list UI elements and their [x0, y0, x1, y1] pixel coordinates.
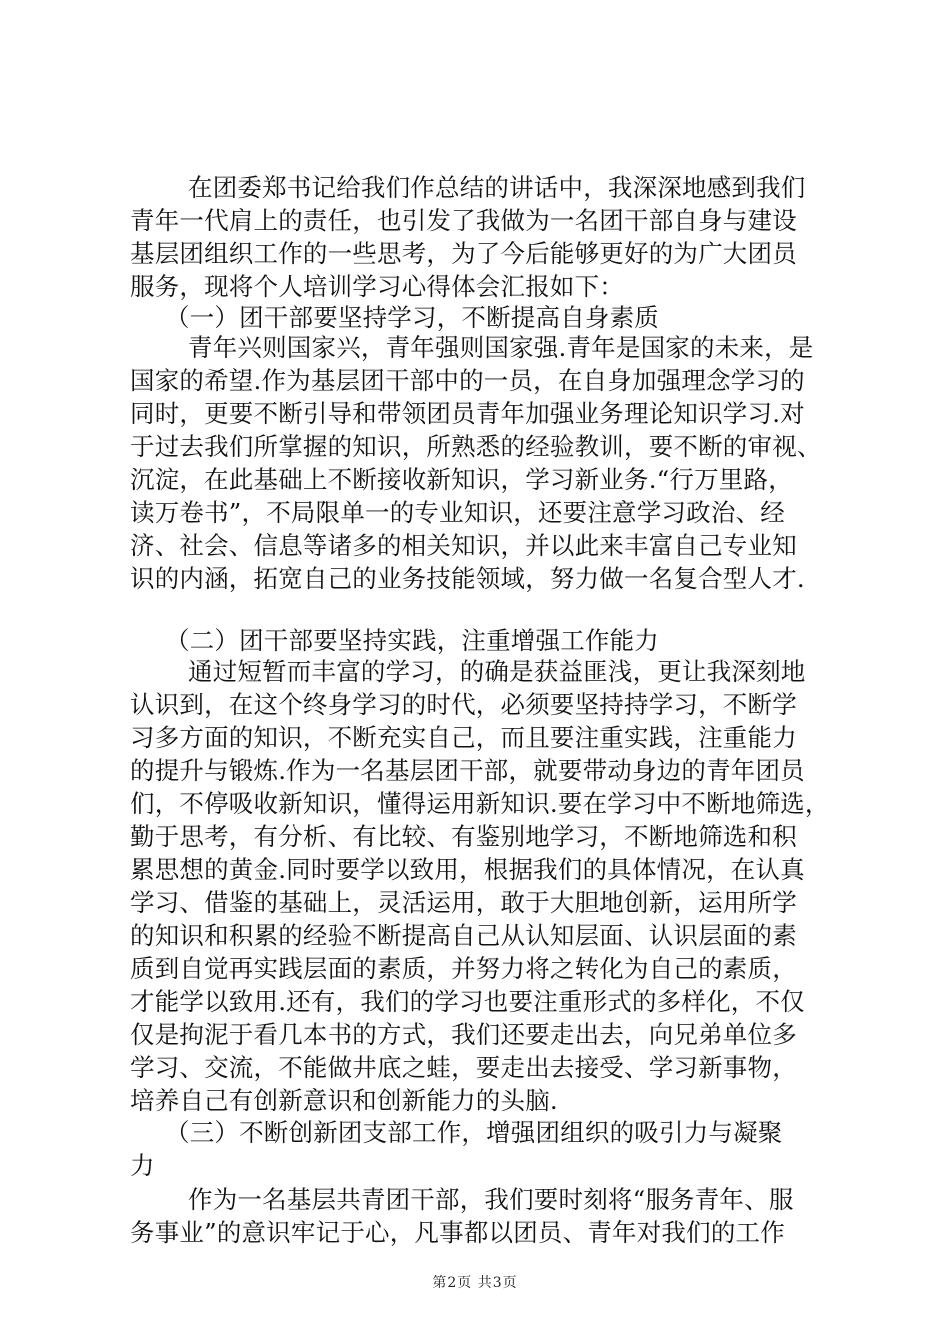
section-heading: （三）不断创新团支部工作，增强团组织的吸引力与凝聚 [165, 1118, 783, 1147]
text-line: 培养自己有创新意识和创新能力的头脑. [130, 1086, 558, 1115]
text-line: 通过短暂而丰富的学习，的确是获益匪浅，更让我深刻地 [188, 657, 806, 686]
text-line: 学习、交流，不能做井底之蛙，要走出去接受、学习新事物， [130, 1053, 797, 1082]
text-line: 的知识和积累的经验不断提高自己从认知层面、认识层面的素 [130, 921, 797, 950]
text-line: 济、社会、信息等诸多的相关知识，并以此来丰富自己专业知 [130, 531, 797, 560]
text-line: 质到自觉再实践层面的素质，并努力将之转化为自己的素质， [130, 954, 797, 983]
text-line: 国家的希望.作为基层团干部中的一员，在自身加强理念学习的 [130, 366, 805, 395]
section-heading-continuation: 力 [130, 1151, 155, 1180]
text-line: 同时，更要不断引导和带领团员青年加强业务理论知识学习.对 [130, 399, 805, 428]
text-line: 习多方面的知识，不断充实自己，而且要注重实践，注重能力 [130, 723, 797, 752]
text-line: 勤于思考，有分析、有比较、有鉴别地学习，不断地筛选和积 [130, 822, 797, 851]
text-line: 青年兴则国家兴，青年强则国家强.青年是国家的未来，是 [188, 333, 814, 362]
section-heading: （一）团干部要坚持学习，不断提高自身素质 [165, 303, 659, 332]
text-line: 服务，现将个人培训学习心得体会汇报如下： [130, 272, 624, 301]
page-footer: 第2页 共3页 [432, 1275, 518, 1291]
text-line: 学习、借鉴的基础上，灵活运用，敢于大胆地创新，运用所学 [130, 888, 797, 917]
text-line: 青年一代肩上的责任，也引发了我做为一名团干部自身与建设 [130, 206, 797, 235]
text-line: 认识到，在这个终身学习的时代，必须要坚持持学习，不断学 [130, 690, 797, 719]
text-line: 的提升与锻炼.作为一名基层团干部，就要带动身边的青年团员 [130, 756, 805, 785]
text-line: 识的内涵，拓宽自己的业务技能领域，努力做一名复合型人才. [130, 564, 805, 593]
text-line: 沉淀，在此基础上不断接收新知识，学习新业务.“行万里路， [130, 465, 793, 494]
text-line: 作为一名基层共青团干部，我们要时刻将“服务青年、服 [188, 1185, 794, 1214]
text-line: 于过去我们所掌握的知识，所熟悉的经验教训，要不断的审视、 [130, 432, 822, 461]
text-line: 累思想的黄金.同时要学以致用，根据我们的具体情况，在认真 [130, 855, 805, 884]
section-heading: （二）团干部要坚持实践，注重增强工作能力 [165, 626, 659, 655]
text-line: 仅是拘泥于看几本书的方式，我们还要走出去，向兄弟单位多 [130, 1020, 797, 1049]
text-line: 基层团组织工作的一些思考，为了今后能够更好的为广大团员 [130, 239, 797, 268]
text-line: 读万卷书”，不局限单一的专业知识，还要注意学习政治、经 [130, 498, 785, 527]
text-line: 务事业”的意识牢记于心，凡事都以团员、青年对我们的工作 [130, 1218, 785, 1247]
text-line: 在团委郑书记给我们作总结的讲话中，我深深地感到我们 [188, 173, 806, 202]
text-line: 才能学以致用.还有，我们的学习也要注重形式的多样化，不仅 [130, 987, 805, 1016]
text-line: 们，不停吸收新知识，懂得运用新知识.要在学习中不断地筛选， [130, 789, 830, 818]
